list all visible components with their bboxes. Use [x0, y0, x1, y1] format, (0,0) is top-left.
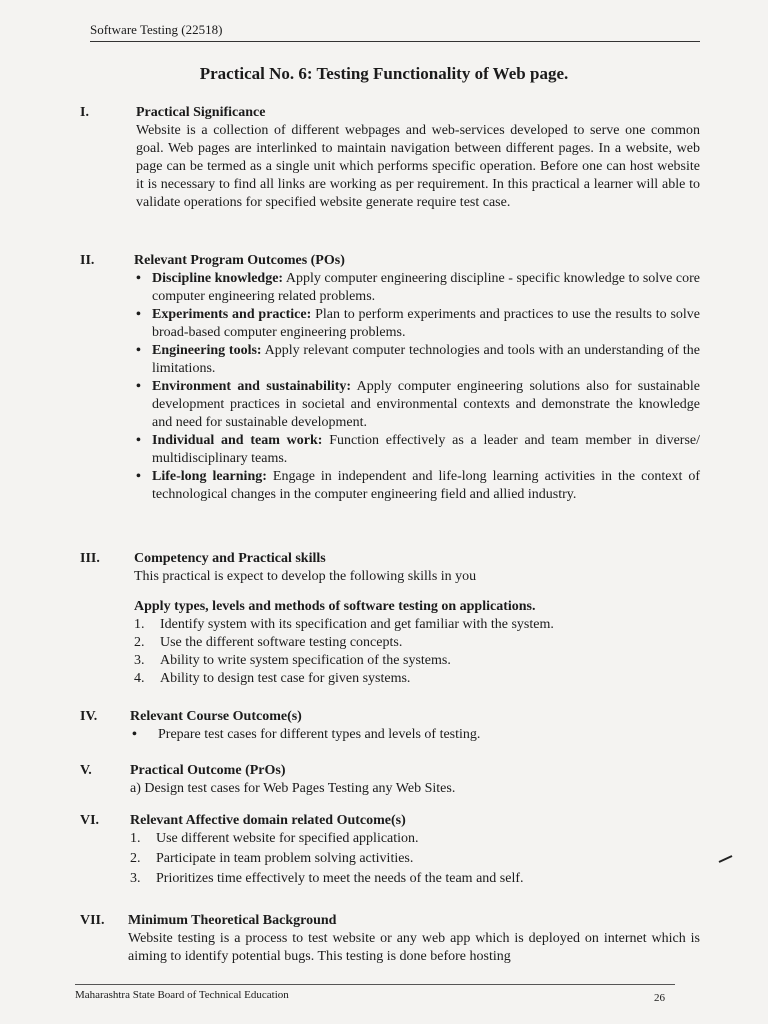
item-text: Function effectively as a leader and team member in diverse/ multidisciplinary teams.: [152, 433, 700, 466]
bullet-icon: •: [136, 271, 141, 286]
item-text: Engage in independent and life-long learning activities in the context of technological changes in the computer engineering field and allied industry.: [152, 469, 701, 502]
item-text: Prepare test cases for different types and levels of testing.: [158, 727, 481, 742]
item-term: Engineering tools:: [152, 343, 262, 358]
section-number: II.: [80, 253, 95, 268]
bullet-icon: •: [136, 343, 141, 358]
section-theoretical-background: [80, 912, 700, 966]
list-item: [134, 270, 700, 306]
item-term: Discipline knowledge:: [152, 271, 284, 286]
list-item: 1. Use different website for specified application.: [130, 831, 419, 846]
list-item: [134, 378, 700, 432]
item-term: Environment and sustainability:: [152, 379, 352, 394]
section-practical-outcome: [80, 762, 700, 798]
bullet-icon: •: [136, 379, 141, 394]
item-text: Prioritizes time effectively to meet the needs of the team and self.: [156, 871, 524, 886]
section-heading: Practical Outcome (PrOs): [130, 763, 286, 778]
section-course-outcomes: [80, 708, 700, 744]
list-item: 3. Ability to write system specification of the systems.: [134, 653, 451, 668]
page-footer: Maharashtra State Board of Technical Education: [75, 984, 675, 1001]
list-item: [134, 306, 700, 342]
item-term: Experiments and practice:: [152, 307, 312, 322]
item-text: Ability to design test case for given systems.: [160, 671, 411, 686]
section-number: VII.: [80, 913, 105, 928]
list-item: [134, 342, 700, 378]
list-item: [130, 726, 700, 744]
section-heading: Relevant Affective domain related Outcome(s): [130, 813, 406, 828]
item-term: Life-long learning:: [152, 469, 267, 484]
list-item: [134, 432, 700, 468]
list-item: [134, 468, 700, 504]
section-paragraph: Website testing is a process to test website or any web app which is deployed on internet which is aiming to identify potential bugs. This testing is done before hosting: [128, 931, 700, 964]
item-text: Apply relevant computer technologies and tools with an understanding of the limitations.: [152, 343, 700, 376]
section-number: VI.: [80, 813, 100, 828]
page-number: 26: [654, 992, 665, 1004]
item-text: Participate in team problem solving activities.: [156, 851, 414, 866]
section-number: V.: [80, 763, 92, 778]
bullet-icon: •: [132, 727, 137, 742]
list-item: 4. Ability to design test case for given systems.: [134, 671, 411, 686]
section-paragraph: Website is a collection of different webpages and web-services developed to serve one common goal. Web pages are interlinked to maintain navigation between different pages. In a website, web page can be termed as a single unit which performs specific operation. Before one can host website it is necessary to find all links are working as per requirement. In this practical a learner will able to validate operations for specified website generate require test case.: [136, 123, 700, 210]
list-item: 2. Use the different software testing concepts.: [134, 635, 403, 650]
list-item: 3. Prioritizes time effectively to meet the needs of the team and self.: [130, 871, 524, 886]
bullet-icon: •: [136, 469, 141, 484]
running-header: Software Testing (22518): [90, 22, 700, 42]
section-item: a) Design test cases for Web Pages Testing any Web Sites.: [130, 781, 456, 796]
section-heading: Practical Significance: [136, 105, 266, 120]
item-text: Plan to perform experiments and practices to use the results to solve broad-based computer engineering problems.: [152, 307, 700, 340]
section-heading: Competency and Practical skills: [134, 551, 326, 566]
section-number: I.: [80, 105, 89, 120]
section-intro: This practical is expect to develop the following skills in you: [134, 569, 477, 584]
list-item: 2. Participate in team problem solving activities.: [130, 851, 414, 866]
item-text: Use different website for specified application.: [156, 831, 419, 846]
section-number: IV.: [80, 709, 98, 724]
section-heading: Relevant Course Outcome(s): [130, 709, 302, 724]
section-practical-significance: [80, 104, 700, 212]
item-text: Apply computer engineering discipline - specific knowledge to solve core computer engineering related problems.: [152, 271, 700, 304]
section-competency: [80, 550, 700, 688]
list-item: 1. Identify system with its specification and get familiar with the system.: [134, 617, 554, 632]
bullet-icon: •: [136, 433, 141, 448]
section-program-outcomes: [80, 252, 700, 504]
section-heading: Relevant Program Outcomes (POs): [134, 253, 345, 268]
item-text: Apply computer engineering solutions also for sustainable development practices in societal and environmental contexts and demonstrate the knowledge and need for sustainable development.: [152, 379, 700, 430]
item-term: Individual and team work:: [152, 433, 323, 448]
item-text: Identify system with its specification and get familiar with the system.: [160, 617, 554, 632]
item-text: Ability to write system specification of the systems.: [160, 653, 451, 668]
section-affective-outcomes: [80, 812, 700, 888]
page-title: Practical No. 6: Testing Functionality of Web page.: [199, 64, 569, 83]
section-number: III.: [80, 551, 100, 566]
bullet-icon: •: [136, 307, 141, 322]
pen-mark-icon: [718, 854, 734, 864]
section-subheading: Apply types, levels and methods of software testing on applications.: [134, 599, 536, 614]
section-heading: Minimum Theoretical Background: [128, 913, 337, 928]
item-text: Use the different software testing concepts.: [160, 635, 403, 650]
